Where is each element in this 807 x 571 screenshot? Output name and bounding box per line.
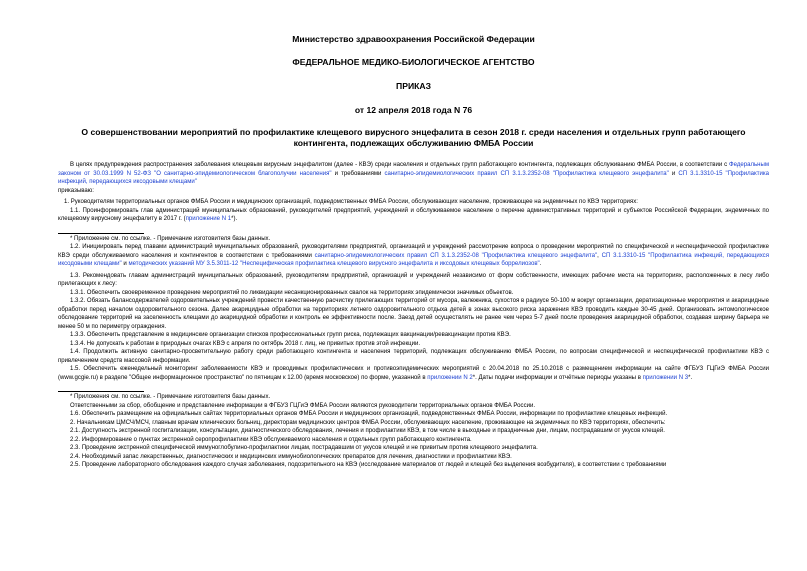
paragraph-2-1: 2.1. Доступность экстренной госпитализации, консультации, диагностического обследования, лечения и профилактики КВЭ, в том числе в выходные и праздничные дни, лицам, пострадавшим от укусов клещей.: [70, 428, 665, 434]
doc-type-heading: ПРИКАЗ: [396, 81, 431, 91]
link-sp-3-1-3-2352-08-b[interactable]: санитарно-эпидемиологических правил СП 3.1.3.2352-08 "Профилактика клещевого энцефалита": [314, 252, 598, 259]
paragraph-2: 2. Начальникам ЦМСЧ/МСЧ, главным врачам клинических больниц, директорам медицинских центров ФМБА России, обслуживающих население, проживающее на эндемичных по КВЭ территориях, обеспечить:: [70, 419, 666, 426]
link-sp-3-1-3310-15[interactable]: СП 3.1.3310-15 "Профилактика инфекций, передающихся иксодовыми клещами": [58, 170, 769, 185]
order-word: приказываю:: [58, 187, 94, 194]
intro-paragraph: [58, 161, 769, 187]
link-sp-3-1-3310-15-b[interactable]: СП 3.1.3310-15 "Профилактика инфекций, передающихся иксодовыми клещами": [58, 252, 769, 267]
link-appendix-3[interactable]: приложении N 3: [642, 374, 689, 381]
intro-text-1: В целях предупреждения распространения заболевания клещевым вирусным энцефалитом (далее - КВЭ) среди населения и отдельных групп работающего контингента, подлежащих обслуживанию ФМБА России, в соответствии с: [70, 162, 730, 168]
paragraph-1-1-tail: *).: [231, 216, 238, 222]
agency-heading: ФЕДЕРАЛЬНОЕ МЕДИКО-БИОЛОГИЧЕСКОЕ АГЕНТСТВО: [292, 57, 535, 67]
paragraph-2-4: 2.4. Необходимый запас лекарственных, диагностических и медицинских иммунобиологических препаратов для лечения, диагностики и профилактики КВЭ.: [70, 453, 512, 460]
paragraph-1-1-text: 1.1. Проинформировать глав администраций муниципальных образований, руководителей предприятий, учреждений и обслуживаемое население о перечне административных территорий и субъектов Российской Федерации, эндемичных по клещевому вирусному энцефалиту в 2017 г. (: [58, 207, 769, 222]
paragraph-1-6: 1.6. Обеспечить размещение на официальных сайтах территориальных органов ФМБА России и медицинских организаций, подведомственных ФМБА России, информации по профилактике клещевых инфекций.: [70, 411, 668, 417]
paragraph-1-2-text: 1.2. Инициировать перед главами администраций муниципальных образований, руководителями предприятий, организаций и учреждений рассмотрение вопроса о проведении мероприятий по специфической и неспецифической профилактике КВЭ среди обслуживаемого населения и контингентов в соответствии с требованиями: [58, 244, 769, 259]
paragraph-1-3-3: 1.3.3. Обеспечить представление в медицинские организации списков профессиональных групп риска, подлежащих вакцинации/ревакцинации против КВЭ.: [70, 332, 511, 338]
intro-text-2: и требованиями: [331, 170, 385, 177]
paragraph-1-1: [58, 207, 769, 224]
footnote-separator: [58, 233, 144, 234]
link-federal-law[interactable]: Федеральным законом от 30.03.1999 N 52-ФЗ "О санитарно-эпидемиологическом благополучии населения": [58, 162, 769, 177]
paragraph-2-2: 2.2. Информирование о пунктах экстренной серопрофилактики КВЭ обслуживаемого населения и отдельных групп работающего контингента.: [70, 436, 472, 443]
paragraph-1-2-sep: ,: [597, 252, 602, 259]
paragraph-1-3-1: 1.3.1. Обеспечить своевременное проведение мероприятий по ликвидации несанкционированных свалок на территориях эпидемически значимых объектов.: [70, 289, 514, 296]
footnote-1: * Приложение см. по ссылке. - Примечание изготовителя базы данных.: [70, 235, 271, 242]
doc-date-number: от 12 апреля 2018 года N 76: [354, 105, 473, 115]
paragraph-1-4: 1.4. Продолжить активную санитарно-просветительную работу среди работающего контингента и населения территорий, подлежащих обслуживанию ФМБА России, по вопросам специфической и неспецифической профилактики КВЭ с привлечением средств массовой информации.: [58, 349, 769, 364]
footnote-separator-2: [58, 391, 144, 392]
document-title: О совершенствовании мероприятий по профилактике клещевого вирусного энцефалита в сезон 2018 г. среди населения и отдельных групп работающего контингента, подлежащих обслуживанию ФМБА России: [81, 127, 746, 148]
link-mu-3-5-3011-12[interactable]: методических указаний МУ 3.5.3011-12 "Неспецифическая профилактика клещевого вирусного энцефалита и иксодовых клещевых боррелиозов": [128, 261, 540, 267]
link-appendix-2[interactable]: приложении N 2: [427, 374, 473, 381]
footnote-2: * Приложения см. по ссылке. - Примечание изготовителя базы данных.: [70, 394, 271, 400]
paragraph-1-2: [58, 243, 769, 269]
intro-text-3: и: [668, 170, 679, 177]
paragraph-1-5-mid: *. Даты подачи информации и отчётные периоды указаны в: [472, 374, 643, 381]
paragraph-1-5-end: *.: [688, 374, 693, 381]
paragraph-2-3: 2.3. Проведение экстренной специфической иммуноглобулино-профилактики лицам, пострадавшим от укусов клещей и не привитым против клещевого энцефалита.: [70, 445, 538, 451]
link-appendix-1[interactable]: приложение N 1: [185, 216, 232, 222]
paragraph-1-5-text: 1.5. Обеспечить еженедельный мониторинг заболеваемости КВЭ и проводимых профилактических и противоэпидемических мероприятий с 20.04.2018 по 25.10.2018 с размещением информации на сайте ФГБУЗ ГЦГиЭ ФМБА России (www.gcgie.ru) в разделе "Общее информационное пространство" по пятницам к 12.00 (время московское) по форме, указанной в: [58, 366, 769, 381]
paragraph-1-3-4: 1.3.4. Не допускать к работам в природных очагах КВЭ с апреля по октябрь 2018 г. лиц, не привитых против этой инфекции.: [70, 340, 421, 347]
paragraph-1-3-2: 1.3.2. Обязать балансодержателей оздоровительных учреждений провести качественную расчистку прилегающих территорий от мусора, валежника, сухостоя в радиусе 50-100 м вокруг организации, дератизационные мероприятия и акарицидные обработки перед началом оздоровительного сезона. Далее акарицидные обработки на территориях летнего оздоровительного отдыха детей в зонах высокого риска заражения КВЭ проводить каждые 30-45 дней. Организовать энтомологическое обследование территорий на заселенность клещами до акарицидной обработки и контроль ее эффективности после. Заезд детей осуществлять не ранее чем через 5-7 дней после проведения акарицидной обработки, создавая ширину барьера не менее 50 м по периметру ограждения.: [58, 298, 769, 330]
link-sp-3-1-3-2352-08[interactable]: санитарно-эпидемиологических правил СП 3.1.3.2352-08 "Профилактика клещевого энцефалита": [384, 170, 669, 177]
ministry-heading: Министерство здравоохранения Российской Федерации: [292, 34, 535, 44]
paragraph-1-2-end: .: [539, 261, 542, 267]
paragraph-2-5: 2.5. Проведение лабораторного обследования каждого случая заболевания, подозрительного на КВЭ (исследование материалов от людей и клещей без выделения возбудителя), в соответствии с требованиями: [70, 462, 667, 468]
paragraph-1-5: [58, 365, 769, 382]
paragraph-1-3: 1.3. Рекомендовать главам администраций муниципальных образований, руководителям предприятий, организаций и учреждений независимо от форм собственности, имеющих рабочие места на территориях, расположенных в лесу либо прилегающих к лесу:: [58, 272, 769, 287]
paragraph-responsible: Ответственными за сбор, обобщение и представление информации в ФГБУЗ ГЦГиЭ ФМБА России являются руководители территориальных органов ФМБА России.: [70, 402, 536, 409]
paragraph-1: 1. Руководителям территориальных органов ФМБА России и медицинских организаций, подведомственных ФМБА России, обслуживающих население, проживающее на эндемичных по КВЭ территориях:: [64, 199, 638, 205]
paragraph-1-2-and: и: [121, 261, 129, 267]
